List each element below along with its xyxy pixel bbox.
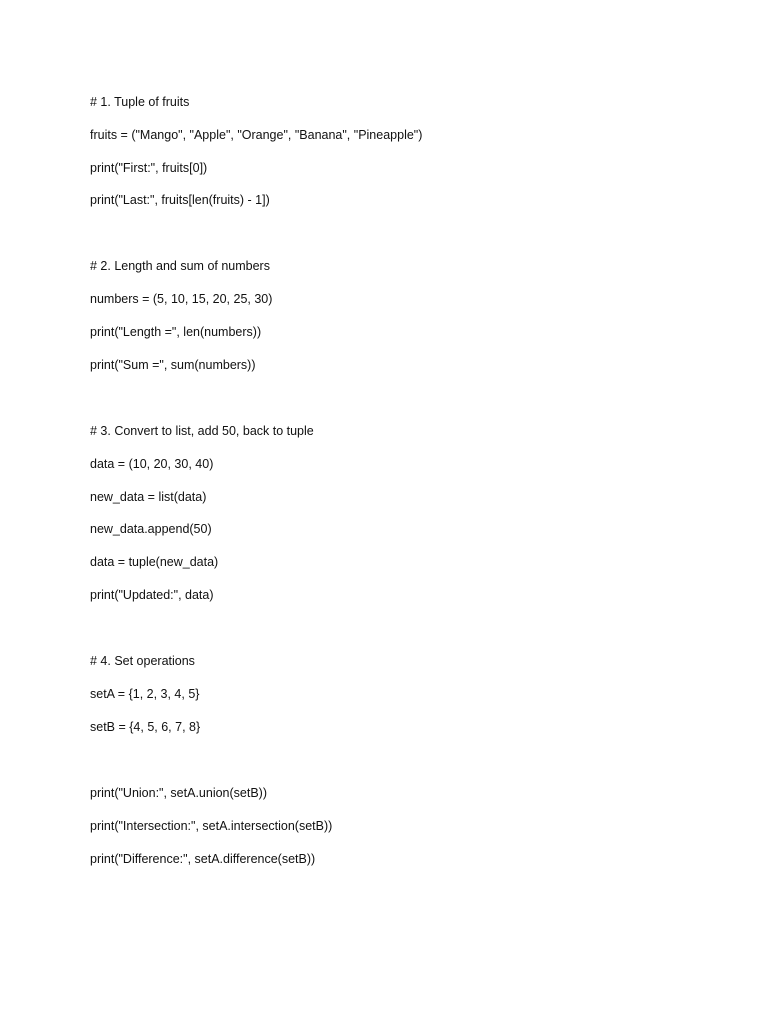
fruits-tuple-line: fruits = ("Mango", "Apple", "Orange", "Banana", "Pineapple"): [90, 128, 423, 142]
append-line: new_data.append(50): [90, 522, 212, 536]
numbers-tuple-line: numbers = (5, 10, 15, 20, 25, 30): [90, 292, 273, 306]
new-data-list-line: new_data = list(data): [90, 490, 207, 504]
print-intersection-line: print("Intersection:", setA.intersection(setB)): [90, 819, 333, 833]
print-union-line: print("Union:", setA.union(setB)): [90, 786, 268, 800]
tuple-convert-line: data = tuple(new_data): [90, 555, 219, 569]
set-a-line: setA = {1, 2, 3, 4, 5}: [90, 687, 200, 701]
data-tuple-line: data = (10, 20, 30, 40): [90, 457, 214, 471]
print-updated-line: print("Updated:", data): [90, 588, 214, 602]
print-first-line: print("First:", fruits[0]): [90, 161, 208, 175]
print-sum-line: print("Sum =", sum(numbers)): [90, 358, 256, 372]
print-length-line: print("Length =", len(numbers)): [90, 325, 262, 339]
section-3-heading: # 3. Convert to list, add 50, back to tuple: [90, 424, 314, 438]
print-last-line: print("Last:", fruits[len(fruits) - 1]): [90, 193, 270, 207]
section-1-heading: # 1. Tuple of fruits: [90, 95, 190, 109]
section-4-heading: # 4. Set operations: [90, 654, 195, 668]
set-b-line: setB = {4, 5, 6, 7, 8}: [90, 720, 201, 734]
print-difference-line: print("Difference:", setA.difference(setB)): [90, 852, 316, 866]
section-2-heading: # 2. Length and sum of numbers: [90, 259, 270, 273]
